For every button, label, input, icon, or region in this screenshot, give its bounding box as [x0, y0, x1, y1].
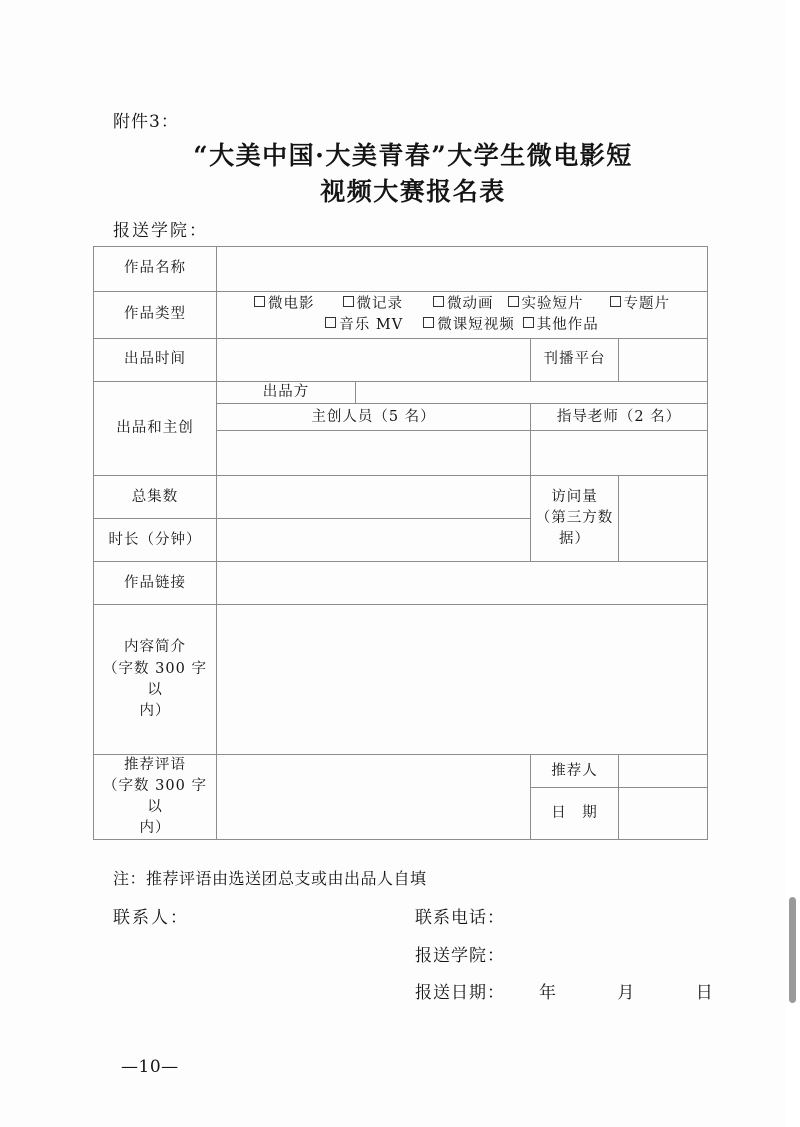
value-summary[interactable]: [217, 605, 708, 755]
submit-date-row: [415, 978, 741, 1003]
label-work-name: 作品名称: [94, 247, 217, 292]
label-episodes: 总集数: [94, 476, 217, 519]
checkbox-label: 微记录: [356, 295, 403, 312]
checkbox-micro-lesson-video[interactable]: [423, 315, 515, 336]
label-recommendation-line-3: 内）: [139, 820, 171, 837]
label-producer: 出品方: [217, 382, 356, 404]
checkbox-micro-documentary[interactable]: [343, 294, 404, 315]
value-recommendation[interactable]: [217, 755, 531, 840]
label-platform: 刊播平台: [531, 339, 619, 382]
table-row-recommendation: [94, 755, 708, 788]
checkbox-icon[interactable]: [254, 296, 265, 307]
scrollbar-track[interactable]: [786, 0, 800, 1127]
checkbox-label: 微课短视频: [437, 317, 515, 333]
table-row-work-name: [94, 247, 708, 292]
work-type-options-row-1: [221, 294, 703, 315]
value-duration[interactable]: [217, 519, 531, 562]
table-row-work-link: [94, 562, 708, 605]
submit-college-label-bottom: 报送学院：: [415, 946, 505, 966]
value-advisors[interactable]: [531, 431, 708, 476]
registration-form-table: [93, 246, 708, 840]
page-title: [113, 138, 713, 210]
attachment-label: 附件3：: [113, 112, 179, 132]
value-recommender[interactable]: [619, 755, 708, 788]
work-type-options-row-2: [221, 315, 703, 336]
value-work-name[interactable]: [217, 247, 708, 292]
label-views-line-2: （第三方数据）: [535, 510, 614, 548]
checkbox-icon[interactable]: [343, 296, 354, 307]
checkbox-icon[interactable]: [508, 296, 519, 307]
label-summary-line-2: （字数 300 字以: [103, 660, 207, 698]
label-summary: [94, 605, 217, 755]
page-title-line-1: “大美中国·大美青春”大学生微电影短: [193, 141, 633, 170]
label-work-type: 作品类型: [94, 292, 217, 339]
label-recommendation-line-2: （字数 300 字以: [103, 778, 207, 816]
label-advisors: 指导老师（2 名）: [531, 404, 708, 431]
table-row-work-type: [94, 292, 708, 339]
work-type-options: [217, 292, 708, 339]
submit-college-label-top: 报送学院：: [113, 221, 208, 241]
checkbox-label: 音乐 MV: [339, 317, 404, 333]
contact-phone-label: 联系电话：: [415, 908, 505, 928]
checkbox-special-topic[interactable]: [610, 294, 671, 315]
checkbox-label: 专题片: [623, 295, 670, 312]
checkbox-icon[interactable]: [523, 317, 534, 328]
table-row-summary: [94, 605, 708, 755]
page-number: —10—: [121, 1057, 179, 1077]
table-row-producer: [94, 382, 708, 404]
label-creators: 主创人员（5 名）: [217, 404, 531, 431]
checkbox-label: 实验短片: [521, 295, 584, 312]
label-views: [531, 476, 619, 562]
value-views[interactable]: [619, 476, 708, 562]
checkbox-label: 微动画: [447, 295, 494, 312]
label-recommendation: [94, 755, 217, 840]
label-recommender: 推荐人: [531, 755, 619, 788]
value-episodes[interactable]: [217, 476, 531, 519]
label-summary-line-1: 内容简介: [124, 639, 186, 656]
value-recommendation-date[interactable]: [619, 788, 708, 840]
label-recommendation-line-1: 推荐评语: [124, 757, 186, 774]
label-work-link: 作品链接: [94, 562, 217, 605]
label-producer-and-creators: 出品和主创: [94, 382, 217, 476]
label-duration: 时长（分钟）: [94, 519, 217, 562]
checkbox-micro-animation[interactable]: [433, 294, 494, 315]
checkbox-micro-film[interactable]: [254, 294, 315, 315]
form-note: 注：推荐评语由选送团总支或由出品人自填: [113, 869, 427, 888]
contact-person-label: 联系人：: [113, 908, 189, 928]
submit-date-label: 报送日期：: [415, 983, 505, 1003]
label-recommendation-date: 日 期: [531, 788, 619, 840]
value-platform[interactable]: [619, 339, 708, 382]
checkbox-label: 其他作品: [536, 317, 599, 333]
table-row-episodes: [94, 476, 708, 519]
checkbox-music-mv[interactable]: [325, 315, 403, 336]
table-row-release-time: [94, 339, 708, 382]
label-release-time: 出品时间: [94, 339, 217, 382]
value-release-time[interactable]: [217, 339, 531, 382]
checkbox-experimental-short[interactable]: [508, 294, 584, 315]
page-title-line-2: 视频大赛报名表: [320, 177, 506, 206]
value-work-link[interactable]: [217, 562, 708, 605]
checkbox-icon[interactable]: [325, 317, 336, 328]
submit-date-ymd: 年 月 日: [539, 983, 741, 1003]
label-views-line-1: 访问量: [551, 488, 598, 505]
label-summary-line-3: 内）: [139, 702, 171, 719]
value-producer[interactable]: [356, 382, 708, 404]
scrollbar-thumb[interactable]: [789, 897, 796, 1003]
value-creators[interactable]: [217, 431, 531, 476]
checkbox-label: 微电影: [268, 295, 315, 312]
checkbox-icon[interactable]: [423, 317, 434, 328]
checkbox-icon[interactable]: [610, 296, 621, 307]
checkbox-icon[interactable]: [433, 296, 444, 307]
checkbox-other-works[interactable]: [523, 315, 599, 336]
